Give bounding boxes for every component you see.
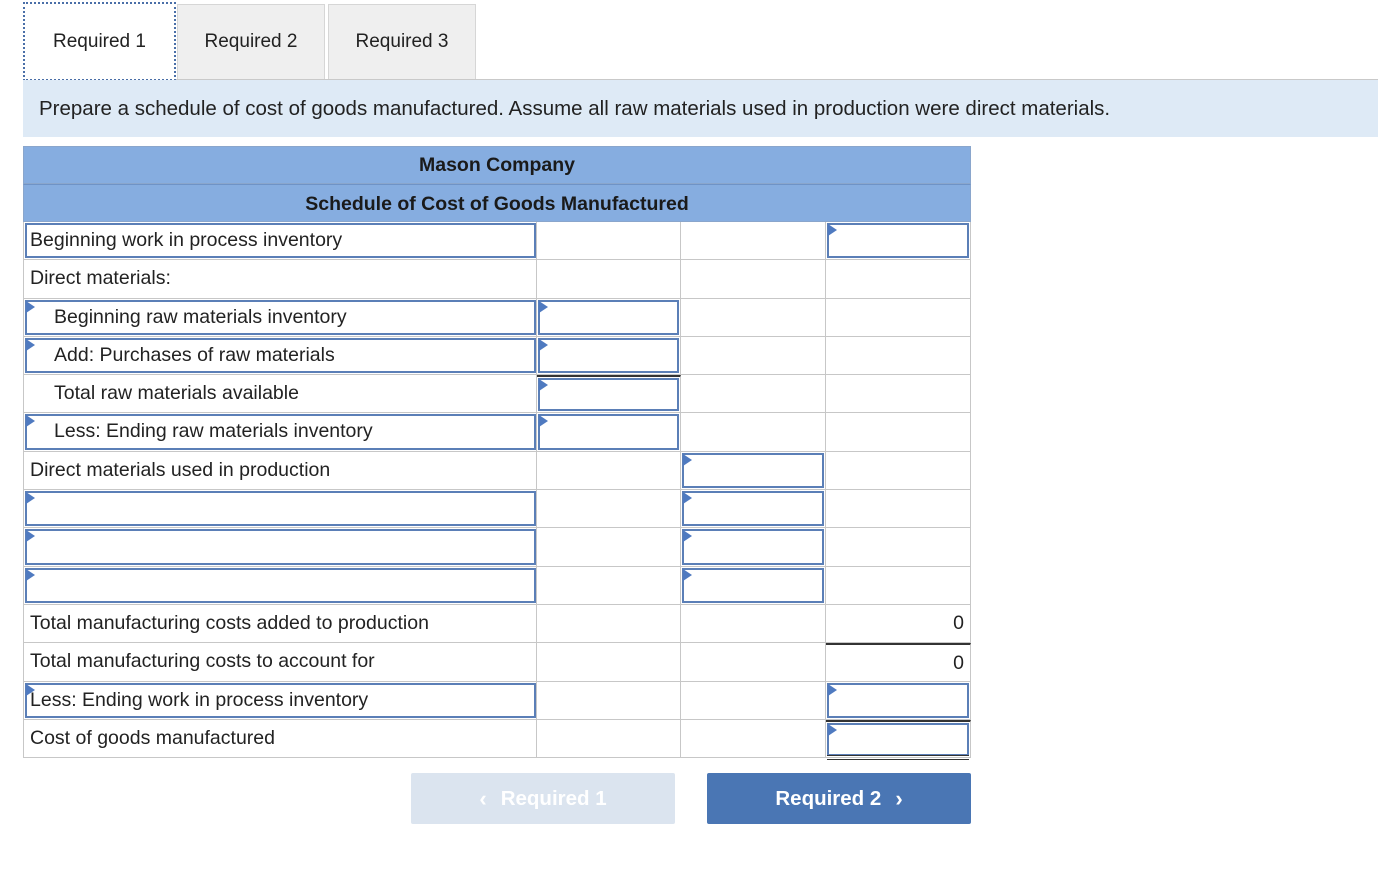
tab-required-1[interactable] bbox=[23, 2, 176, 81]
row-label-cell bbox=[23, 375, 537, 412]
amount-cell bbox=[681, 720, 826, 757]
row-label: Direct materials: bbox=[30, 267, 171, 290]
tab-label: Required 2 bbox=[204, 31, 298, 52]
row-label-cell bbox=[23, 222, 537, 259]
amount-cell bbox=[826, 682, 971, 719]
input-marker-icon bbox=[26, 492, 35, 504]
row-label-cell bbox=[23, 260, 537, 297]
table-row bbox=[23, 260, 971, 298]
amount-input[interactable] bbox=[682, 568, 824, 603]
row-label: Total manufacturing costs added to production bbox=[30, 611, 429, 634]
row-label-cell bbox=[23, 490, 537, 527]
input-marker-icon bbox=[539, 339, 548, 351]
table-row bbox=[23, 682, 971, 720]
double-underline bbox=[827, 755, 969, 760]
row-label-cell bbox=[23, 605, 537, 642]
row-label: Less: Ending raw materials inventory bbox=[54, 420, 373, 443]
table-row bbox=[23, 222, 971, 260]
amount-cell bbox=[681, 375, 826, 412]
row-label-cell bbox=[23, 337, 537, 374]
input-marker-icon bbox=[26, 301, 35, 313]
input-marker-icon bbox=[683, 492, 692, 504]
amount-cell bbox=[826, 490, 971, 527]
amount-cell bbox=[826, 413, 971, 450]
amount-cell bbox=[826, 260, 971, 297]
amount-cell bbox=[537, 643, 681, 680]
table-row bbox=[23, 605, 971, 643]
amount-cell bbox=[681, 528, 826, 565]
amount-cell bbox=[826, 605, 971, 642]
input-marker-icon bbox=[828, 224, 837, 236]
amount-input[interactable] bbox=[538, 414, 679, 449]
amount-cell bbox=[681, 337, 826, 374]
amount-cell bbox=[826, 720, 971, 757]
amount-cell bbox=[681, 605, 826, 642]
amount-cell bbox=[681, 413, 826, 450]
amount-input[interactable] bbox=[827, 723, 969, 756]
amount-cell bbox=[826, 222, 971, 259]
tab-bar bbox=[0, 0, 1378, 80]
tab-label: Required 3 bbox=[355, 31, 449, 52]
table-row bbox=[23, 452, 971, 490]
amount-cell bbox=[681, 567, 826, 604]
label-dropdown[interactable] bbox=[25, 491, 536, 526]
instructions-text: Prepare a schedule of cost of goods manufactured. Assume all raw materials used in production were direct materials. bbox=[23, 80, 1378, 137]
amount-cell bbox=[826, 643, 971, 680]
row-label: Total raw materials available bbox=[54, 382, 299, 405]
row-label: Total manufacturing costs to account for bbox=[30, 650, 375, 673]
label-dropdown[interactable] bbox=[25, 568, 536, 603]
amount-input[interactable] bbox=[538, 300, 679, 335]
total-added-value: 0 bbox=[953, 611, 964, 634]
total-account-value: 0 bbox=[953, 652, 964, 675]
prev-required-1-button[interactable] bbox=[411, 773, 675, 824]
input-marker-icon bbox=[683, 530, 692, 542]
chevron-left-icon: ‹ bbox=[479, 785, 487, 811]
amount-cell bbox=[537, 222, 681, 259]
amount-cell bbox=[537, 528, 681, 565]
amount-input[interactable] bbox=[538, 378, 679, 411]
row-label-cell bbox=[23, 528, 537, 565]
amount-input[interactable] bbox=[538, 338, 679, 373]
amount-cell bbox=[681, 682, 826, 719]
row-label-cell bbox=[23, 720, 537, 757]
input-marker-icon bbox=[539, 301, 548, 313]
amount-input[interactable] bbox=[682, 529, 824, 564]
amount-cell bbox=[537, 260, 681, 297]
amount-cell bbox=[826, 375, 971, 412]
tab-label: Required 1 bbox=[53, 30, 146, 52]
label-dropdown[interactable] bbox=[25, 529, 536, 564]
amount-cell bbox=[681, 299, 826, 336]
table-row bbox=[23, 643, 971, 681]
row-label: Direct materials used in production bbox=[30, 458, 331, 481]
amount-cell bbox=[681, 643, 826, 680]
amount-cell bbox=[681, 260, 826, 297]
row-label: Beginning work in process inventory bbox=[30, 229, 343, 251]
row-label-cell bbox=[23, 413, 537, 450]
amount-input[interactable] bbox=[682, 453, 824, 488]
amount-cell bbox=[537, 375, 681, 412]
amount-cell bbox=[537, 720, 681, 757]
row-label: Cost of goods manufactured bbox=[30, 726, 275, 749]
input-marker-icon bbox=[539, 379, 548, 391]
table-row bbox=[23, 299, 971, 337]
amount-cell bbox=[537, 605, 681, 642]
table-row bbox=[23, 720, 971, 758]
next-required-2-button[interactable] bbox=[707, 773, 971, 824]
amount-cell bbox=[826, 452, 971, 489]
table-row bbox=[23, 337, 971, 375]
amount-cell bbox=[537, 682, 681, 719]
input-marker-icon bbox=[539, 415, 548, 427]
input-marker-icon bbox=[26, 339, 35, 351]
input-marker-icon bbox=[683, 569, 692, 581]
amount-cell bbox=[826, 337, 971, 374]
amount-cell bbox=[826, 299, 971, 336]
input-marker-icon bbox=[26, 530, 35, 542]
amount-cell bbox=[537, 567, 681, 604]
amount-cell bbox=[681, 452, 826, 489]
amount-cell bbox=[681, 222, 826, 259]
amount-cell bbox=[537, 413, 681, 450]
row-label-cell bbox=[23, 643, 537, 680]
schedule-worksheet bbox=[23, 146, 971, 758]
amount-input[interactable] bbox=[827, 683, 969, 718]
amount-cell bbox=[826, 567, 971, 604]
table-row bbox=[23, 528, 971, 566]
chevron-right-icon: › bbox=[895, 785, 903, 811]
prev-button-label: Required 1 bbox=[500, 786, 607, 810]
row-label-cell bbox=[23, 567, 537, 604]
row-label: Less: Ending work in process inventory bbox=[30, 688, 369, 711]
input-marker-icon bbox=[828, 724, 837, 736]
row-label-cell bbox=[23, 452, 537, 489]
row-label: Beginning raw materials inventory bbox=[54, 305, 347, 328]
tab-required-3[interactable] bbox=[328, 4, 476, 79]
amount-cell bbox=[537, 452, 681, 489]
amount-cell bbox=[537, 299, 681, 336]
input-marker-icon bbox=[26, 569, 35, 581]
tab-required-2[interactable] bbox=[177, 4, 325, 79]
amount-cell bbox=[537, 337, 681, 374]
amount-input[interactable] bbox=[682, 491, 824, 526]
table-row bbox=[23, 490, 971, 528]
next-button-label: Required 2 bbox=[775, 786, 882, 810]
schedule-title: Schedule of Cost of Goods Manufactured bbox=[23, 184, 971, 222]
row-label: Add: Purchases of raw materials bbox=[54, 343, 335, 366]
input-marker-icon bbox=[828, 684, 837, 696]
company-name: Mason Company bbox=[23, 146, 971, 184]
input-marker-icon bbox=[26, 415, 35, 427]
amount-cell bbox=[537, 490, 681, 527]
amount-input[interactable] bbox=[827, 223, 969, 258]
table-row bbox=[23, 413, 971, 451]
amount-cell bbox=[826, 528, 971, 565]
row-label-cell bbox=[23, 299, 537, 336]
table-row bbox=[23, 567, 971, 605]
input-marker-icon bbox=[683, 454, 692, 466]
table-row bbox=[23, 375, 971, 413]
row-label-cell bbox=[23, 682, 537, 719]
amount-cell bbox=[681, 490, 826, 527]
